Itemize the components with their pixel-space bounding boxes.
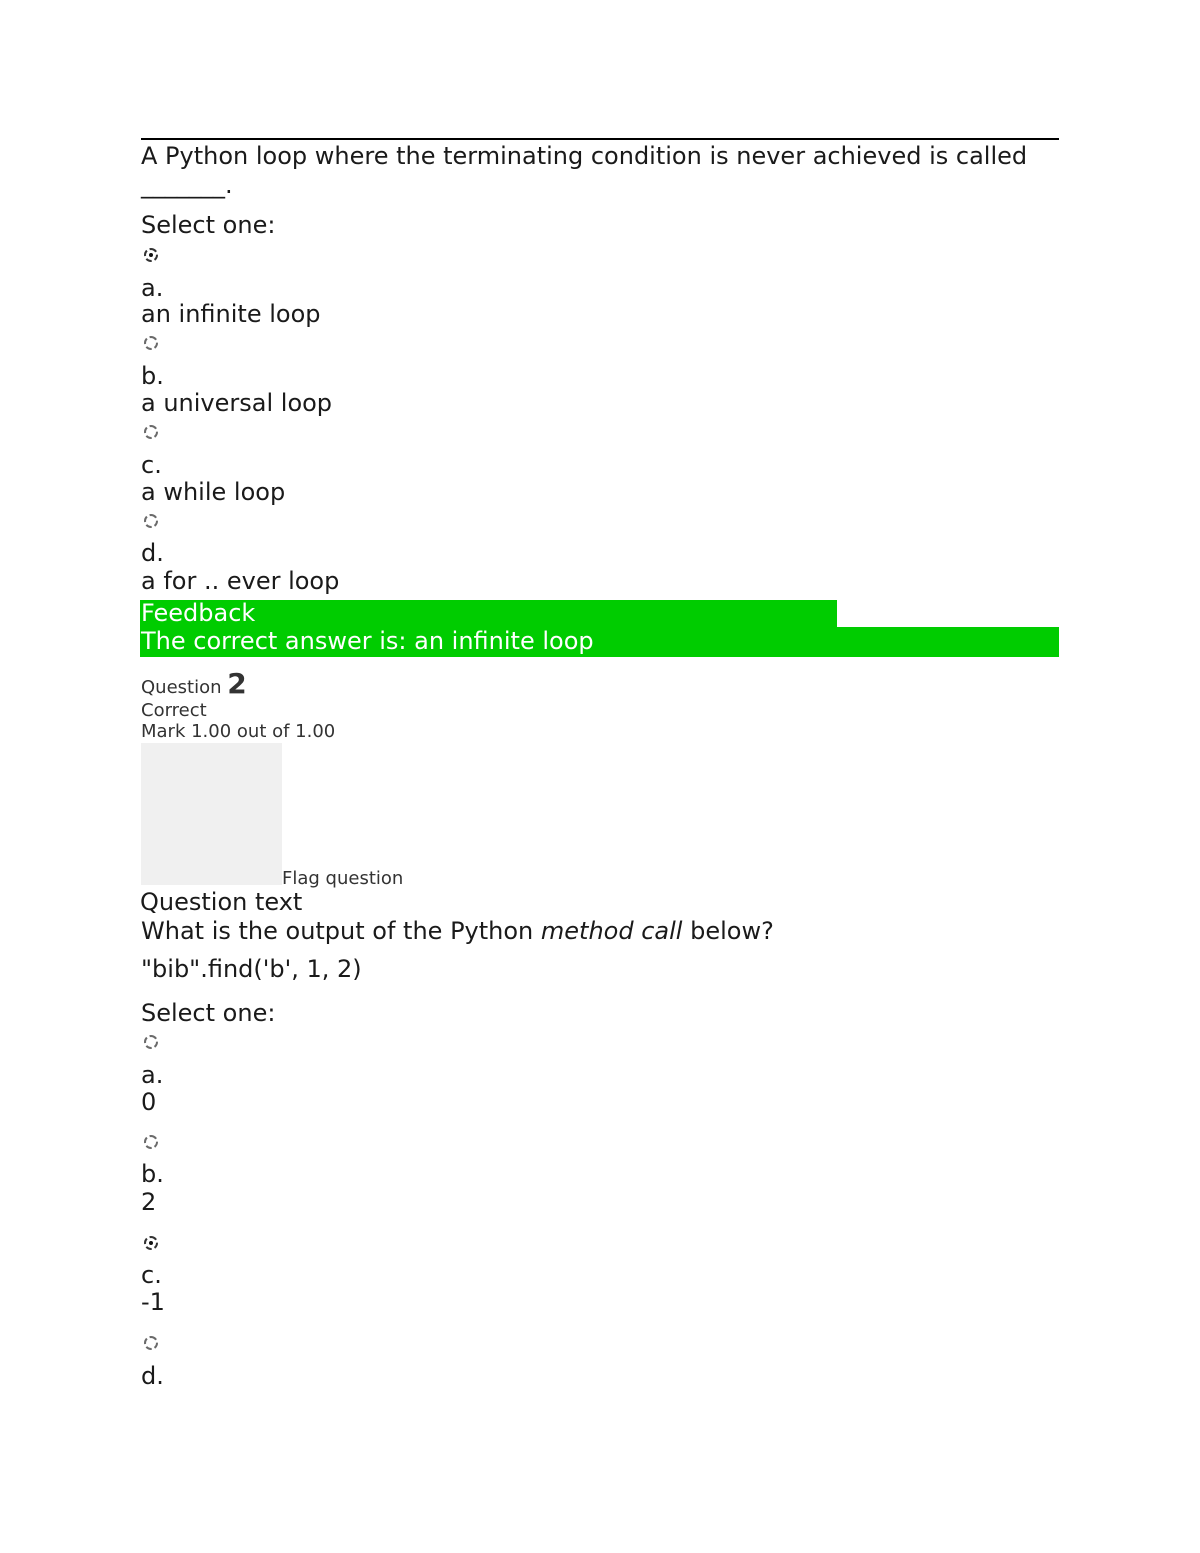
q1-option-c-text[interactable]: a while loop [141,478,286,506]
q2-select-one: Select one: [141,999,276,1027]
q2-header [141,668,247,704]
q1-option-d-text[interactable]: a for .. ever loop [141,567,340,595]
q2-status: Correct [141,700,207,721]
flag-question-link[interactable]: Flag question [282,868,404,889]
feedback-label: Feedback [141,599,256,627]
radio-dot-icon [149,1241,153,1245]
feedback-panel [140,627,1059,657]
q2-option-b-radio[interactable] [144,1135,158,1149]
q2-question-text-label: Question text [140,888,303,916]
feedback-correct-answer: The correct answer is: an infinite loop [141,627,594,655]
q2-option-a-radio[interactable] [144,1035,158,1049]
q1-option-d-radio[interactable] [144,514,158,528]
q2-prompt-post: below? [690,917,774,945]
q1-question-text: A Python loop where the terminating condition is never achieved is called [141,142,1028,170]
q2-option-a-letter: a. [141,1061,164,1089]
q2-prompt-em: method call [540,917,683,945]
q2-mark: Mark 1.00 out of 1.00 [141,721,336,742]
q2-option-d-letter: d. [141,1362,164,1390]
q1-blank: _______. [141,171,233,199]
q1-option-c-letter: c. [141,451,162,479]
q1-option-a-radio[interactable] [144,248,158,262]
q2-prompt [141,916,774,946]
q2-code: "bib".find('b', 1, 2) [141,955,362,983]
q2-option-d-radio[interactable] [144,1336,158,1350]
q2-option-a-text[interactable]: 0 [141,1088,157,1116]
q1-option-b-radio[interactable] [144,336,158,350]
q1-option-b-letter: b. [141,362,164,390]
radio-dot-icon [149,253,153,257]
q1-select-one: Select one: [141,211,276,239]
q1-option-b-text[interactable]: a universal loop [141,389,333,417]
q2-option-b-text[interactable]: 2 [141,1188,157,1216]
q2-prompt-pre: What is the output of the Python [141,917,534,945]
q1-option-c-radio[interactable] [144,425,158,439]
q2-option-c-radio[interactable] [144,1236,158,1250]
q2-option-c-text[interactable]: -1 [141,1288,165,1316]
q2-question-label: Question [141,677,222,698]
q2-option-c-letter: c. [141,1261,162,1289]
q2-question-number: 2 [227,667,247,700]
flag-icon[interactable] [141,743,282,885]
q1-option-d-letter: d. [141,539,164,567]
q1-option-a-letter: a. [141,274,164,302]
q1-option-a-text[interactable]: an infinite loop [141,300,321,328]
feedback-header [140,600,837,627]
top-divider [141,138,1059,140]
q2-option-b-letter: b. [141,1160,164,1188]
